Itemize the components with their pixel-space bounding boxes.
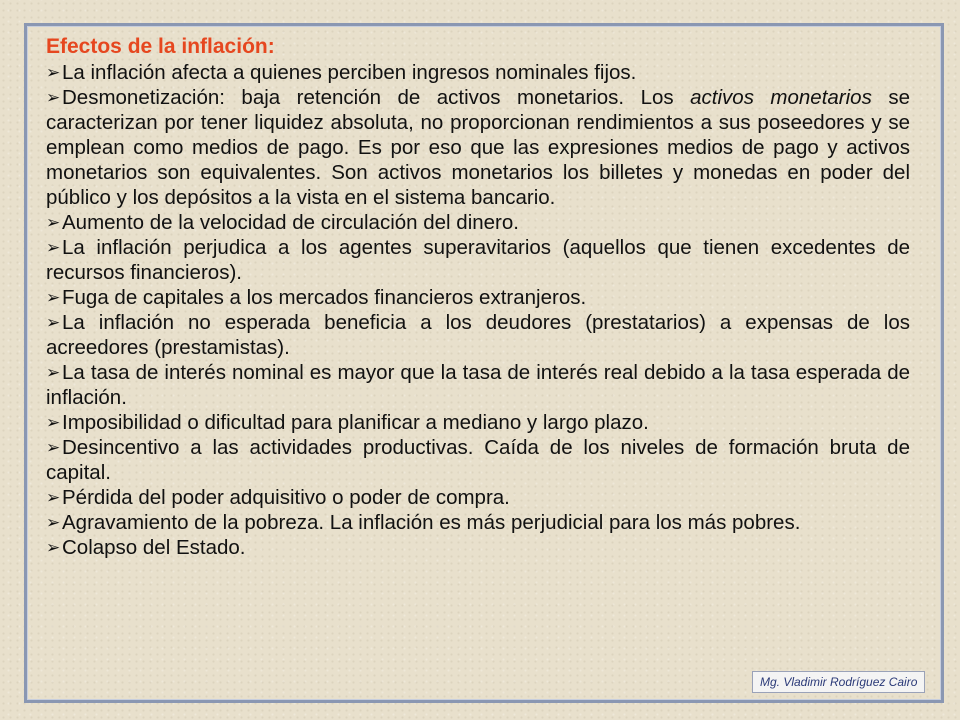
bullet-text: Colapso del Estado. — [62, 536, 246, 559]
bullet-item — [46, 235, 910, 285]
bullet-text: La tasa de interés nominal es mayor que la tasa de interés real debido a la tasa esperada de inflación. — [46, 361, 910, 409]
bullet-text: Pérdida del poder adquisitivo o poder de compra. — [62, 486, 510, 509]
bullet-item — [46, 210, 910, 235]
arrow-bullet-icon: ➢ — [46, 488, 61, 507]
arrow-bullet-icon: ➢ — [46, 288, 61, 307]
arrow-bullet-icon: ➢ — [46, 238, 61, 257]
arrow-bullet-icon: ➢ — [46, 213, 61, 232]
bullet-emphasis: activos monetarios — [690, 86, 872, 109]
arrow-bullet-icon: ➢ — [46, 438, 61, 457]
arrow-bullet-icon: ➢ — [46, 88, 61, 107]
bullet-text: La inflación perjudica a los agentes superavitarios (aquellos que tienen excedentes de recursos financieros). — [46, 236, 910, 284]
arrow-bullet-icon: ➢ — [46, 363, 61, 382]
bullet-item — [46, 435, 910, 485]
slide-title: Efectos de la inflación: — [46, 35, 275, 58]
bullet-text: Desincentivo a las actividades productivas. Caída de los niveles de formación bruta de capital. — [46, 436, 910, 484]
bullet-item — [46, 60, 910, 85]
bullet-text: Agravamiento de la pobreza. La inflación es más perjudicial para los más pobres. — [62, 511, 801, 534]
arrow-bullet-icon: ➢ — [46, 313, 61, 332]
bullet-text: se caracterizan por tener liquidez absoluta, no proporcionan rendimientos a sus poseedores y se emplean como medios de pago. Es por eso que las expresiones medios de pago y activos monetarios son equivalentes. Son activos monetarios los billetes y monedas en poder del público y los depósitos a la vista en el sistema bancario. — [46, 86, 910, 209]
bullet-item — [46, 535, 910, 560]
arrow-bullet-icon: ➢ — [46, 63, 61, 82]
bullet-text: Imposibilidad o dificultad para planificar a mediano y largo plazo. — [62, 411, 649, 434]
arrow-bullet-icon: ➢ — [46, 413, 61, 432]
arrow-bullet-icon: ➢ — [46, 513, 61, 532]
bullet-text: La inflación afecta a quienes perciben ingresos nominales fijos. — [62, 61, 637, 84]
arrow-bullet-icon: ➢ — [46, 538, 61, 557]
bullet-text: Fuga de capitales a los mercados financieros extranjeros. — [62, 286, 587, 309]
bullet-item — [46, 285, 910, 310]
bullet-text: Aumento de la velocidad de circulación del dinero. — [62, 211, 519, 234]
bullet-item — [46, 410, 910, 435]
bullet-item — [46, 85, 910, 210]
bullet-text: Desmonetización: baja retención de activos monetarios. Los — [62, 86, 691, 109]
bullet-item — [46, 510, 910, 535]
bullet-item — [46, 310, 910, 360]
slide-content — [46, 34, 910, 560]
bullet-item — [46, 485, 910, 510]
bullet-item — [46, 360, 910, 410]
bullet-text: La inflación no esperada beneficia a los deudores (prestatarios) a expensas de los acreedores (prestamistas). — [46, 311, 910, 359]
author-caption: Mg. Vladimir Rodríguez Cairo — [752, 671, 925, 693]
